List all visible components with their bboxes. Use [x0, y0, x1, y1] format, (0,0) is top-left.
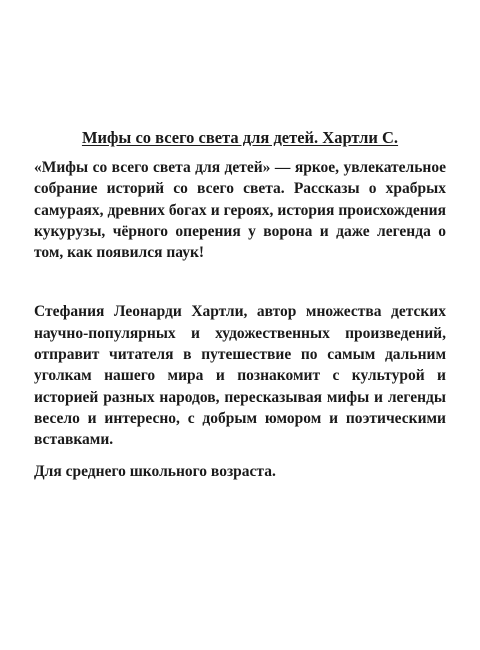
description-paragraph: «Мифы со всего света для детей» — яркое, увлекательное собрание историй со всего света. Рассказы о храбрых самураях, древних богах и героях, история происхождения кукурузы, чёрного оперения у ворона и даже легенда о том, как появился паук! [34, 159, 446, 262]
document-page [34, 127, 446, 482]
age-note-paragraph: Для среднего школьного возраста. [34, 462, 276, 480]
author-paragraph: Стефания Леонарди Хартли, автор множества детских научно-популярных и художественных произведений, отправит читателя в путешествие по самым дальним уголкам нашего мира и познакомит с культурой и историей разных народов, пересказывая мифы и легенды весело и интересно, с добрым юмором и поэтическими вставками. [34, 303, 446, 449]
document-title: Мифы со всего света для детей. Хартли С. [81, 128, 399, 147]
